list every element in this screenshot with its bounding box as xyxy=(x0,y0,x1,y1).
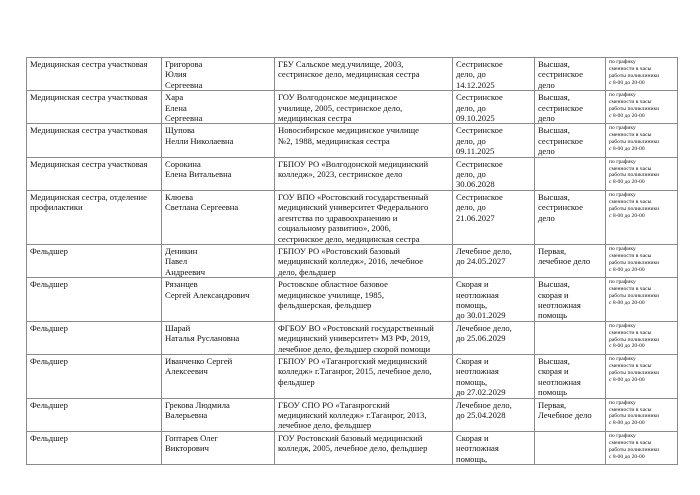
position-cell: Медицинская сестра участковая xyxy=(27,58,162,91)
category-cell: Высшая, сестринское дело xyxy=(535,58,606,91)
table-row xyxy=(27,157,678,190)
table-row xyxy=(27,58,678,91)
education-cell: ГБУ Сальское мед.училище, 2003, сестринское дело, медицинская сестра xyxy=(275,58,453,91)
category-cell: Высшая, сестринское дело xyxy=(535,124,606,157)
certificate-cell: Лечебное дело, до 24.05.2027 xyxy=(453,244,535,277)
position-cell: Медицинская сестра участковая xyxy=(27,124,162,157)
schedule-cell: по графику сменности в часы работы поликлиники с 8-00 до 20-00 xyxy=(606,398,678,431)
name-cell: Шарай Наталья Руслановна xyxy=(162,321,275,354)
category-cell: Высшая, скорая и неотложная помощь xyxy=(535,354,606,398)
position-cell: Медицинская сестра, отделение профилактики xyxy=(27,190,162,244)
staff-table xyxy=(26,57,678,465)
position-cell: Фельдшер xyxy=(27,431,162,464)
education-cell: Ростовское областное базовое медицинское училище, 1985, фельдшерская, фельдшер xyxy=(275,278,453,322)
category-cell: Высшая, сестринское дело xyxy=(535,190,606,244)
category-cell: Первая, Лечебное дело xyxy=(535,398,606,431)
table-row xyxy=(27,354,678,398)
education-cell: ГОУ Ростовский базовый медицинский колледж, 2005, лечебное дело, фельдшер xyxy=(275,431,453,464)
table-row xyxy=(27,244,678,277)
education-cell: ФГБОУ ВО «Ростовский государственный медицинский университет» МЗ РФ, 2019, лечебное дело, фельдшер скорой помощи xyxy=(275,321,453,354)
schedule-cell: по графику сменности в часы работы поликлиники с 8-00 до 20-00 xyxy=(606,58,678,91)
certificate-cell: Скорая и неотложная помощь, до 27.02.2029 xyxy=(453,354,535,398)
name-cell: Гоптарев Олег Викторович xyxy=(162,431,275,464)
category-cell xyxy=(535,157,606,190)
education-cell: ГБПОУ РО «Волгодонской медицинский колледж», 2023, сестринское дело xyxy=(275,157,453,190)
schedule-cell: по графику сменности в часы работы поликлиники с 8-00 до 20-00 xyxy=(606,190,678,244)
certificate-cell: Лечебное дело, до 25.04.2028 xyxy=(453,398,535,431)
name-cell: Грекова Людмила Валерьевна xyxy=(162,398,275,431)
education-cell: ГОУ Волгодонское медицинское училище, 2005, сестринское дело, медицинская сестра xyxy=(275,91,453,124)
position-cell: Фельдшер xyxy=(27,321,162,354)
education-cell: ГБПОУ РО «Таганрогский медицинский колледж» г.Таганрог, 2015, лечебное дело, фельдшер xyxy=(275,354,453,398)
table-row xyxy=(27,321,678,354)
certificate-cell: Сестринское дело, до 30.06.2028 xyxy=(453,157,535,190)
position-cell: Фельдшер xyxy=(27,354,162,398)
schedule-cell: по графику сменности в часы работы поликлиники с 8-00 до 20-00 xyxy=(606,91,678,124)
category-cell: Высшая, скорая и неотложная помощь xyxy=(535,278,606,322)
category-cell xyxy=(535,431,606,464)
schedule-cell: по графику сменности в часы работы поликлиники с 8-00 до 20-00 xyxy=(606,321,678,354)
table-row xyxy=(27,190,678,244)
certificate-cell: Сестринское дело, до 21.06.2027 xyxy=(453,190,535,244)
schedule-cell: по графику сменности в часы работы поликлиники с 8-00 до 20-00 xyxy=(606,354,678,398)
table-row xyxy=(27,91,678,124)
certificate-cell: Сестринское дело, до 09.10.2025 xyxy=(453,91,535,124)
education-cell: ГОУ ВПО «Ростовский государственный медицинский университет Федерального агентства по здравоохранению и социальному развитию», 2006, сестринское дело, медицинская сестра xyxy=(275,190,453,244)
schedule-cell: по графику сменности в часы работы поликлиники с 8-00 до 20-00 xyxy=(606,157,678,190)
name-cell: Григорова Юлия Сергеевна xyxy=(162,58,275,91)
table-row xyxy=(27,398,678,431)
certificate-cell: Сестринское дело, до 14.12.2025 xyxy=(453,58,535,91)
name-cell: Клюева Светлана Сергеевна xyxy=(162,190,275,244)
name-cell: Щупова Нелли Николаевна xyxy=(162,124,275,157)
name-cell: Иванченко Сергей Алексеевич xyxy=(162,354,275,398)
table-row xyxy=(27,124,678,157)
education-cell: ГБПОУ РО «Ростовский базовый медицинский колледж», 2016, лечебное дело, фельдшер xyxy=(275,244,453,277)
position-cell: Медицинская сестра участковая xyxy=(27,91,162,124)
schedule-cell: по графику сменности в часы работы поликлиники с 8-00 до 20-00 xyxy=(606,124,678,157)
position-cell: Фельдшер xyxy=(27,278,162,322)
position-cell: Фельдшер xyxy=(27,398,162,431)
staff-table-body xyxy=(27,58,678,465)
name-cell: Сорокина Елена Витальевна xyxy=(162,157,275,190)
table-row xyxy=(27,278,678,322)
name-cell: Хара Елена Сергеевна xyxy=(162,91,275,124)
category-cell: Высшая, сестринское дело xyxy=(535,91,606,124)
education-cell: Новосибирское медицинское училище №2, 1988, медицинская сестра xyxy=(275,124,453,157)
name-cell: Деникин Павел Андреевич xyxy=(162,244,275,277)
position-cell: Медицинская сестра участковая xyxy=(27,157,162,190)
schedule-cell: по графику сменности в часы работы поликлиники с 8-00 до 20-00 xyxy=(606,244,678,277)
position-cell: Фельдшер xyxy=(27,244,162,277)
name-cell: Рязанцев Сергей Александрович xyxy=(162,278,275,322)
category-cell xyxy=(535,321,606,354)
certificate-cell: Скорая и неотложная помощь, до 30.01.2029 xyxy=(453,278,535,322)
education-cell: ГБОУ СПО РО «Таганрогский медицинский колледж» г.Таганрог, 2013, лечебное дело, фельдшер xyxy=(275,398,453,431)
certificate-cell: Сестринское дело, до 09.11.2025 xyxy=(453,124,535,157)
category-cell: Первая, лечебное дело xyxy=(535,244,606,277)
certificate-cell: Скорая и неотложная помощь, xyxy=(453,431,535,464)
schedule-cell: по графику сменности в часы работы поликлиники с 8-00 до 20-00 xyxy=(606,431,678,464)
schedule-cell: по графику сменности в часы работы поликлиники с 8-00 до 20-00 xyxy=(606,278,678,322)
certificate-cell: Лечебное дело, до 25.06.2029 xyxy=(453,321,535,354)
table-row xyxy=(27,431,678,464)
